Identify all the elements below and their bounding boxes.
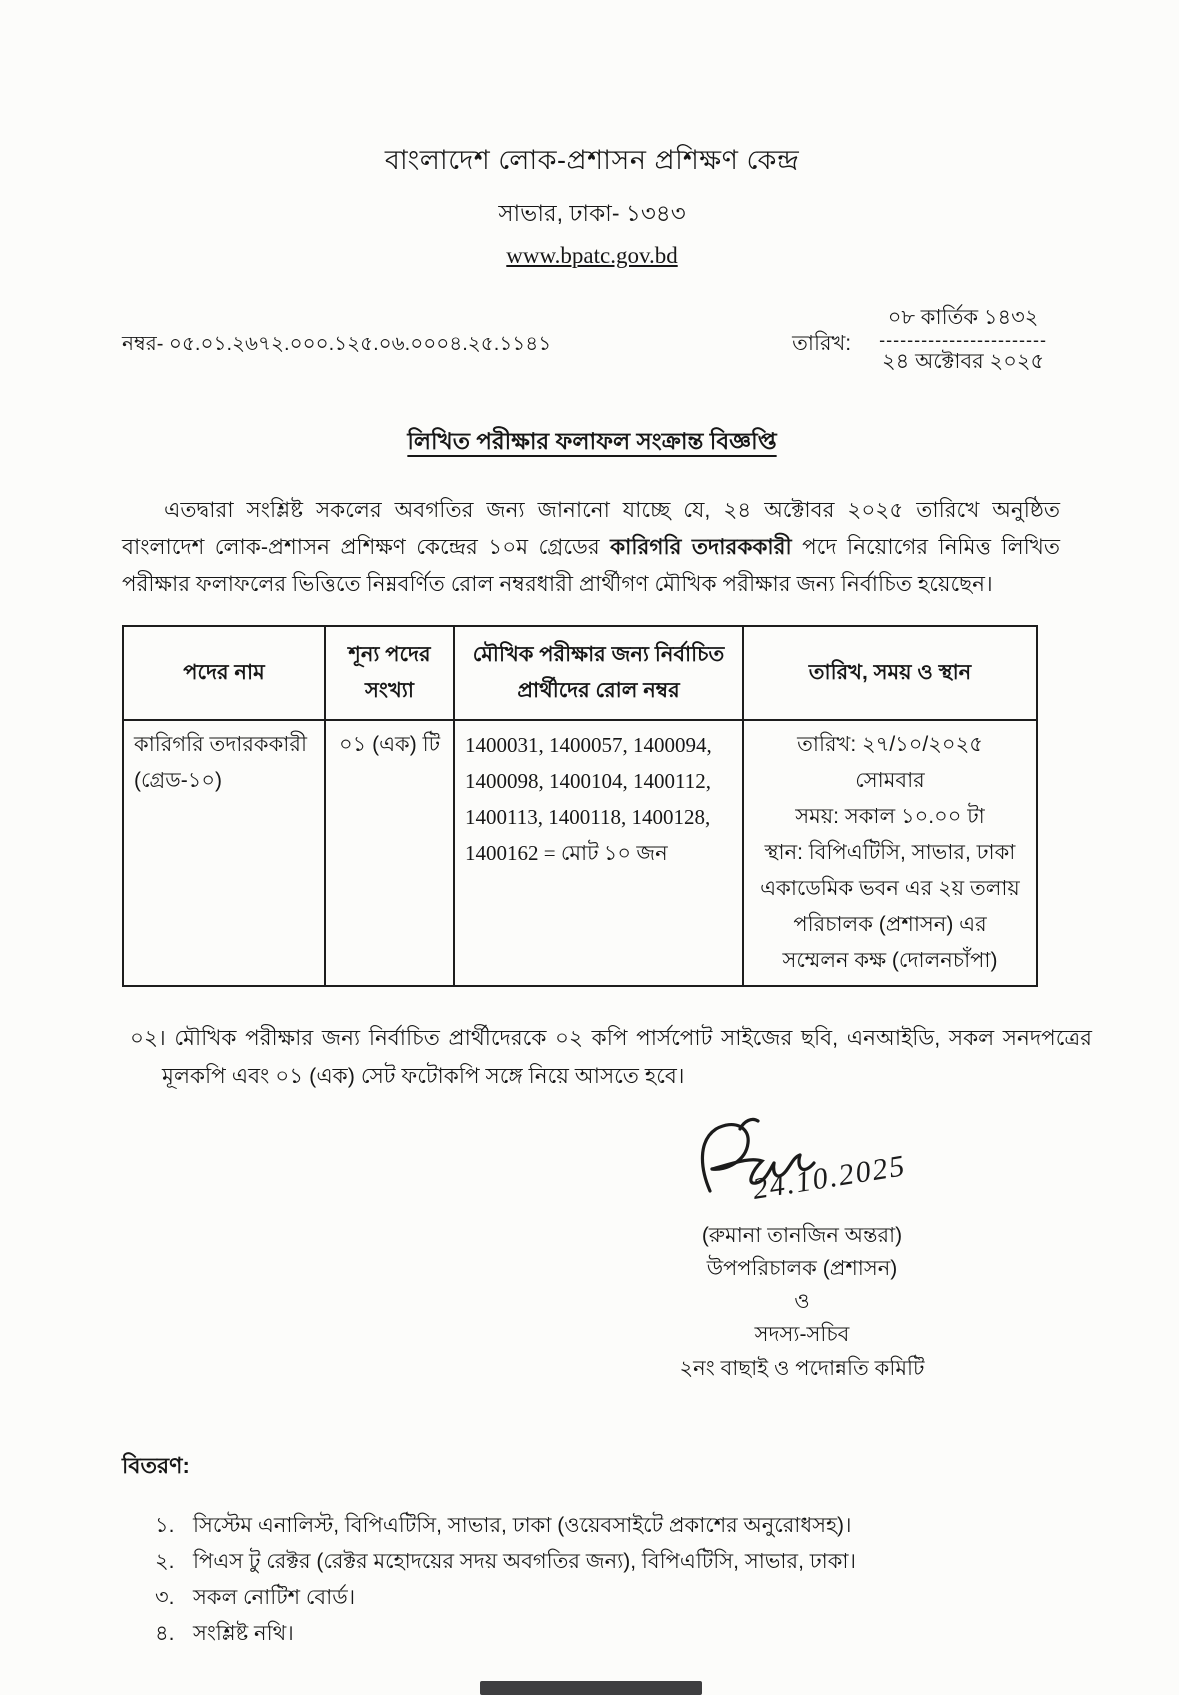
signature-block bbox=[622, 1109, 982, 1385]
header-vacancy: শূন্য পদের সংখ্যা bbox=[325, 626, 454, 720]
item-text: সংশ্লিষ্ট নথি। bbox=[193, 1622, 294, 1645]
notice-paragraph-1 bbox=[122, 492, 1060, 603]
cell-roll-numbers: 1400031, 1400057, 1400094, 1400098, 1400104, 1400112, 1400113, 1400118, 1400128, 1400162 = মোট ১০ জন bbox=[454, 720, 743, 986]
date-label: তারিখ: bbox=[792, 332, 852, 355]
reference-row bbox=[122, 303, 1062, 377]
item-number: ১. bbox=[155, 1514, 175, 1537]
notice-title: লিখিত পরীক্ষার ফলাফল সংক্রান্ত বিজ্ঞপ্তি bbox=[407, 428, 777, 454]
para1-text-b: পদে নিয়োগের নিমিত্ত লিখিত পরীক্ষার ফলাফলের ভিত্তিতে নিম্নবর্ণিত রোল নম্বরধারী প্রার্থীগণ মৌখিক পরীক্ষার জন্য নির্বাচিত হয়েছেন। bbox=[122, 535, 1060, 596]
header-post-name: পদের নাম bbox=[123, 626, 325, 720]
signatory-name: (রুমানা তানজিন অন্তরা) bbox=[701, 1224, 903, 1247]
header-roll-numbers: মৌখিক পরীক্ষার জন্য নির্বাচিত প্রার্থীদের রোল নম্বর bbox=[454, 626, 743, 720]
header-schedule: তারিখ, সময় ও স্থান bbox=[743, 626, 1037, 720]
para1-post-name-bold: কারিগরি তদারককারী bbox=[610, 535, 792, 559]
organization-address: সাভার, ঢাকা- ১৩৪৩ bbox=[498, 200, 686, 226]
signatory-designation: উপপরিচালক (প্রশাসন) bbox=[706, 1257, 898, 1280]
item-text: পিএস টু রেক্টর (রেক্টর মহোদয়ের সদয় অবগতির জন্য), বিপিএটিসি, সাভার, ঢাকা। bbox=[193, 1550, 857, 1573]
distribution-item bbox=[155, 1544, 1062, 1580]
distribution-section bbox=[122, 1449, 1062, 1652]
item-text: সকল নোটিশ বোর্ড। bbox=[193, 1586, 356, 1609]
signatory-committee: ২নং বাছাই ও পদোন্নতি কমিটি bbox=[679, 1357, 925, 1380]
item-number: ৩. bbox=[155, 1586, 175, 1609]
distribution-label: বিতরণ: bbox=[122, 1453, 190, 1478]
handwritten-date: 24.10.2025 bbox=[750, 1149, 909, 1206]
distribution-item bbox=[155, 1580, 1062, 1616]
date-gregorian: ২৪ অক্টোবর ২০২৫ bbox=[881, 350, 1045, 373]
table-header-row bbox=[123, 626, 1037, 720]
item-text: সিস্টেম এনালিস্ট, বিপিএটিসি, সাভার, ঢাকা (ওয়েবসাইটে প্রকাশের অনুরোধসহ)। bbox=[193, 1514, 852, 1537]
letterhead bbox=[122, 140, 1062, 269]
signatory-role2: সদস্য-সচিব bbox=[754, 1323, 850, 1346]
bottom-bar bbox=[480, 1681, 702, 1695]
date-block bbox=[792, 303, 1047, 377]
cell-schedule: তারিখ: ২৭/১০/২০২৫ সোমবার সময়: সকাল ১০.০০ টা স্থান: বিপিএটিসি, সাভার, ঢাকা একাডেমিক ভবন এর ২য় তলায় পরিচালক (প্রশাসন) এর সম্মেলন কক্ষ (দোলনচাঁপা) bbox=[743, 720, 1037, 986]
distribution-item bbox=[155, 1508, 1062, 1544]
date-separator: ------------------------ bbox=[879, 330, 1047, 350]
signature-conjunction: ও bbox=[794, 1290, 810, 1313]
website-link[interactable]: www.bpatc.gov.bd bbox=[506, 243, 678, 268]
item-number: ৪. bbox=[155, 1622, 175, 1645]
table-row bbox=[123, 720, 1037, 986]
distribution-item bbox=[155, 1616, 1062, 1652]
cell-vacancy: ০১ (এক) টি bbox=[325, 720, 454, 986]
cell-post-name: কারিগরি তদারককারী (গ্রেড-১০) bbox=[123, 720, 325, 986]
para1-text-a: এতদ্বারা সংশ্লিষ্ট সকলের অবগতির জন্য জানানো যাচ্ছে যে, ২৪ অক্টোবর ২০২৫ তারিখে অনুষ্ঠিত বাংলাদেশ লোক-প্রশাসন প্রশিক্ষণ কেন্দ্রের ১০ম গ্রেডের bbox=[122, 498, 1060, 559]
notice-paragraph-2: ০২। মৌখিক পরীক্ষার জন্য নির্বাচিত প্রার্থীদেরকে ০২ কপি পার্সপোট সাইজের ছবি, এনআইডি, সকল সনদপত্রের মূলকপি এবং ০১ (এক) সেট ফটোকপি সঙ্গে নিয়ে আসতে হবে। bbox=[130, 1026, 1092, 1088]
result-table bbox=[122, 625, 1038, 987]
organization-name: বাংলাদেশ লোক-প্রশাসন প্রশিক্ষণ কেন্দ্র bbox=[384, 145, 800, 175]
item-number: ২. bbox=[155, 1550, 175, 1573]
memo-number: নম্বর- ০৫.০১.২৬৭২.০০০.১২৫.০৬.০০০৪.২৫.১১৪১ bbox=[122, 333, 552, 355]
date-bangla: ০৮ কার্তিক ১৪৩২ bbox=[887, 306, 1039, 329]
